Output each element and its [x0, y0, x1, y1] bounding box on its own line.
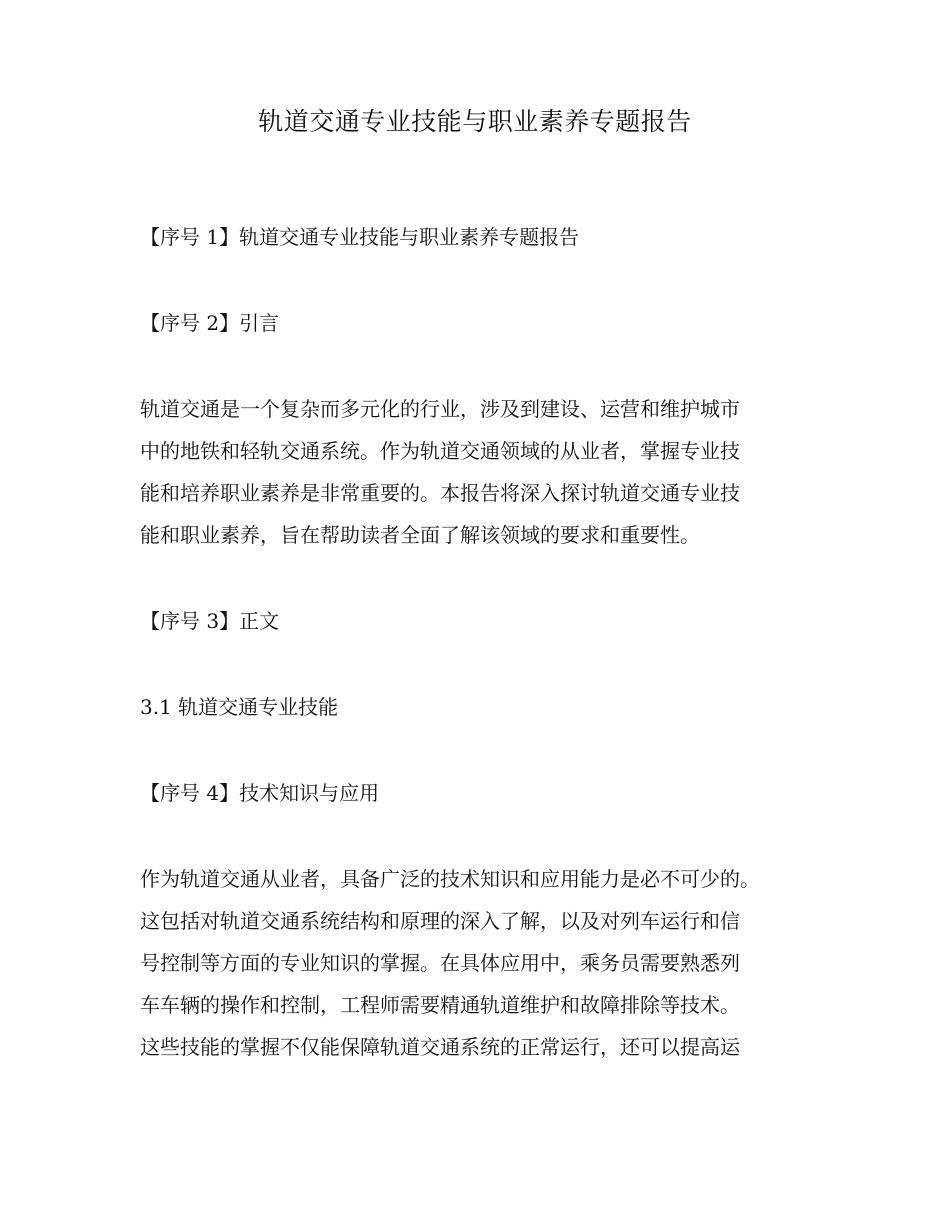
intro-paragraph-line: 能和培养职业素养是非常重要的。本报告将深入探讨轨道交通专业技 — [140, 481, 740, 505]
section-heading-4: 【序号 4】技术知识与应用 — [140, 781, 380, 805]
tech-paragraph-line: 车车辆的操作和控制，工程师需要精通轨道维护和故障排除等技术。 — [140, 993, 740, 1017]
tech-paragraph-line: 号控制等方面的专业知识的掌握。在具体应用中，乘务员需要熟悉列 — [140, 951, 740, 975]
intro-paragraph-line: 中的地铁和轻轨交通系统。作为轨道交通领域的从业者，掌握专业技 — [140, 439, 740, 463]
document-title: 轨道交通专业技能与职业素养专题报告 — [258, 107, 692, 136]
tech-paragraph-line: 作为轨道交通从业者，具备广泛的技术知识和应用能力是必不可少的。 — [140, 867, 760, 891]
intro-paragraph-line: 能和职业素养，旨在帮助读者全面了解该领域的要求和重要性。 — [140, 523, 700, 547]
tech-paragraph-line: 这包括对轨道交通系统结构和原理的深入了解，以及对列车运行和信 — [140, 909, 740, 933]
tech-paragraph-line: 这些技能的掌握不仅能保障轨道交通系统的正常运行，还可以提高运 — [140, 1035, 740, 1059]
section-heading-1: 【序号 1】轨道交通专业技能与职业素养专题报告 — [140, 225, 580, 249]
section-heading-3: 【序号 3】正文 — [140, 609, 280, 633]
subsection-heading: 3.1 轨道交通专业技能 — [140, 695, 339, 719]
section-heading-2: 【序号 2】引言 — [140, 311, 280, 335]
intro-paragraph-line: 轨道交通是一个复杂而多元化的行业，涉及到建设、运营和维护城市 — [140, 397, 740, 421]
